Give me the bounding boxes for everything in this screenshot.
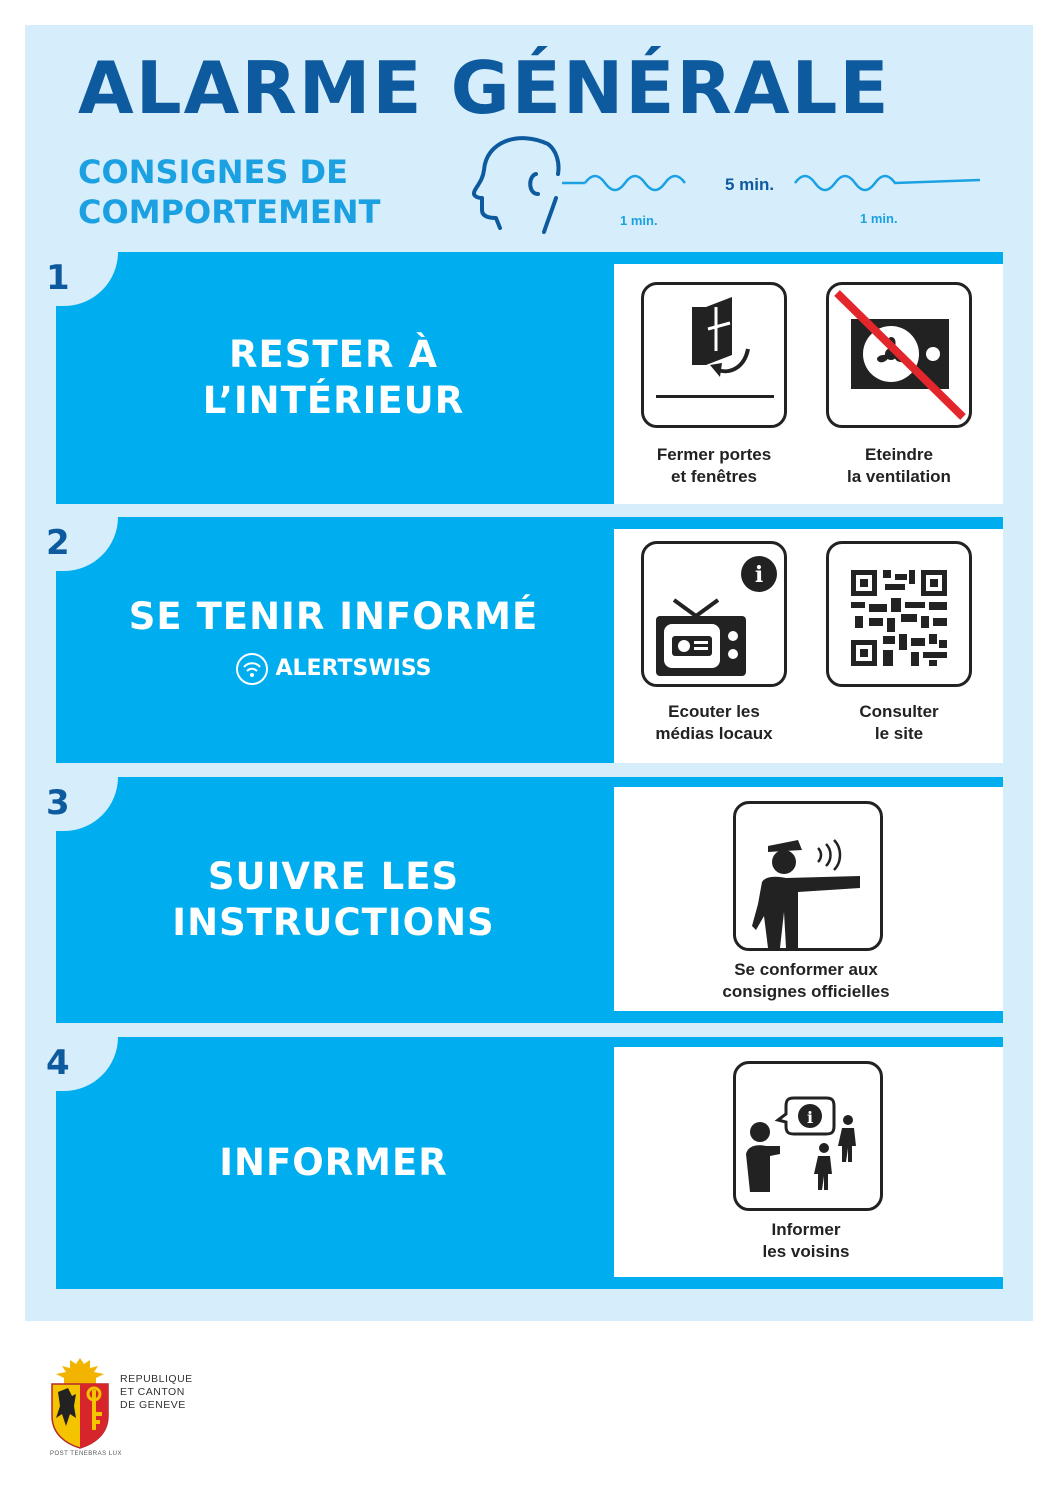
section-actions-panel xyxy=(614,529,1003,763)
action-caption: Consulter le site xyxy=(859,702,939,743)
organization-name: REPUBLIQUE ET CANTON DE GENEVE xyxy=(120,1373,193,1411)
section-title-line1: INFORMER xyxy=(219,1141,448,1184)
radio-tv-icon xyxy=(641,541,787,687)
alertswiss-brand xyxy=(235,652,431,686)
section-title-line1: SUIVRE LES xyxy=(207,855,460,898)
page-subtitle xyxy=(78,152,380,232)
action-caption: Informer les voisins xyxy=(762,1220,850,1261)
section-actions-panel xyxy=(614,264,1003,504)
section-title-line1: SE TENIR INFORMÉ xyxy=(128,595,539,638)
section-inform xyxy=(46,1037,1003,1289)
wave2-duration: 1 min. xyxy=(860,211,898,226)
section-number: 4 xyxy=(46,1043,70,1083)
door-window-icon xyxy=(641,282,787,428)
section-title xyxy=(56,517,611,763)
section-actions-panel xyxy=(614,787,1003,1011)
svg-text:i: i xyxy=(754,562,764,588)
gap-duration: 5 min. xyxy=(725,175,775,194)
action-caption: Ecouter les médias locaux xyxy=(655,702,773,743)
subtitle-line2: COMPORTEMENT xyxy=(78,193,381,231)
action-caption: Fermer portes et fenêtres xyxy=(656,445,772,486)
alertswiss-logo-icon xyxy=(235,652,269,686)
ventilation-off-icon xyxy=(826,282,972,428)
section-stay-inside xyxy=(46,252,1003,504)
section-number: 3 xyxy=(46,783,70,823)
svg-text:i: i xyxy=(806,1108,814,1127)
section-title-line1: RESTER À xyxy=(229,333,438,376)
geneva-coat-of-arms-logo xyxy=(46,1356,114,1450)
section-number: 2 xyxy=(46,523,70,563)
officer-pointing-icon xyxy=(733,801,883,951)
section-title xyxy=(56,1037,611,1289)
inform-neighbours-icon xyxy=(733,1061,883,1211)
qr-code-icon xyxy=(826,541,972,687)
section-title xyxy=(56,252,611,504)
alertswiss-label: ALERTSWISS xyxy=(275,656,432,681)
section-number: 1 xyxy=(46,258,70,298)
wave1-duration: 1 min. xyxy=(620,213,658,228)
action-caption: Se conformer aux consignes officielles xyxy=(722,960,890,1001)
action-caption: Eteindre la ventilation xyxy=(847,445,951,486)
section-follow-instructions xyxy=(46,777,1003,1023)
page-title: ALARME GÉNÉRALE xyxy=(78,46,891,130)
motto: POST TENEBRAS LUX xyxy=(50,1451,122,1457)
section-title-line2: INSTRUCTIONS xyxy=(172,901,495,944)
section-actions-panel xyxy=(614,1047,1003,1277)
section-title-line2: L’INTÉRIEUR xyxy=(202,379,465,422)
subtitle-line1: CONSIGNES DE xyxy=(78,153,348,191)
section-title xyxy=(56,777,611,1023)
section-stay-informed xyxy=(46,517,1003,763)
